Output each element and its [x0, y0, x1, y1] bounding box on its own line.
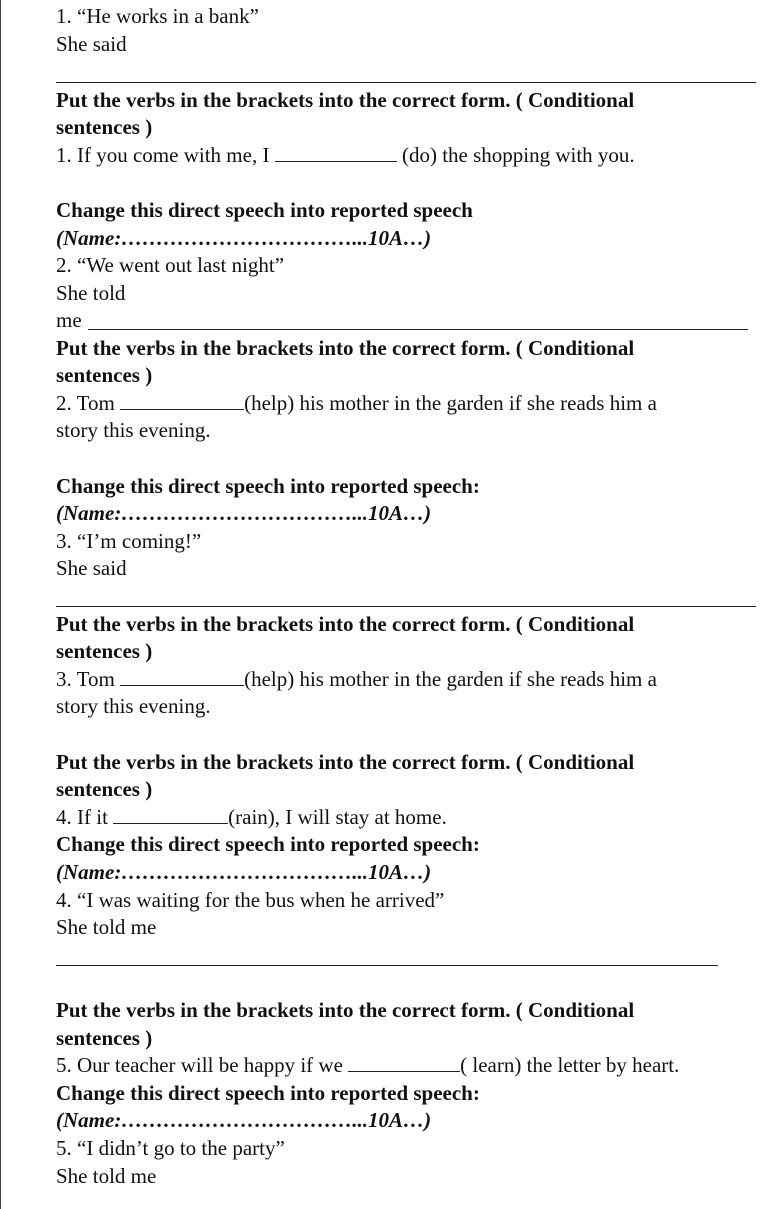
cond4-blank[interactable]: [113, 805, 228, 824]
cond-heading-3b: sentences ): [56, 639, 153, 663]
cond1-after: (do) the shopping with you.: [396, 143, 635, 167]
cond3-blank[interactable]: [120, 667, 244, 686]
item1-quote: 1. “He works in a bank”: [56, 4, 259, 28]
reported-heading-2: Change this direct speech into reported speech: [56, 198, 473, 222]
cond1-before: 1. If you come with me, I: [56, 143, 275, 167]
cond-sentence-3: [56, 666, 657, 693]
reported-heading-5: Change this direct speech into reported speech:: [56, 1081, 480, 1105]
cond5-before: 5. Our teacher will be happy if we: [56, 1053, 349, 1077]
item3-lead: She said: [56, 556, 127, 580]
cond2-blank[interactable]: [120, 391, 244, 410]
cond5-after: ( learn) the letter by heart.: [460, 1053, 680, 1077]
cond-heading-2b: sentences ): [56, 363, 153, 387]
name-line-2: (Name:……………………………...10A…): [56, 226, 432, 250]
cond-heading-3a: Put the verbs in the brackets into the correct form. ( Conditional: [56, 612, 635, 636]
cond-heading-5b: sentences ): [56, 1026, 153, 1050]
cond3-before: 3. Tom: [56, 667, 121, 691]
cond3-after: (help) his mother in the garden if she reads him a: [244, 667, 657, 691]
cond2-before: 2. Tom: [56, 391, 121, 415]
cond4-before: 4. If it: [56, 805, 114, 829]
cond-heading-2a: Put the verbs in the brackets into the correct form. ( Conditional: [56, 336, 635, 360]
item4-quote: 4. “I was waiting for the bus when he arrived”: [56, 888, 445, 912]
reported-heading-4: Change this direct speech into reported speech:: [56, 832, 480, 856]
name-line-5: (Name:……………………………...10A…): [56, 1108, 432, 1132]
item5-lead: She told me: [56, 1164, 157, 1188]
reported-heading-3: Change this direct speech into reported speech:: [56, 474, 480, 498]
cond4-after: (rain), I will stay at home.: [228, 805, 447, 829]
page-edge-line: [0, 0, 1, 1209]
answer-line-3[interactable]: [56, 606, 756, 607]
cond-heading-4a: Put the verbs in the brackets into the correct form. ( Conditional: [56, 750, 635, 774]
cond-sentence-2: [56, 390, 657, 417]
cond-heading-4b: sentences ): [56, 777, 153, 801]
answer-line-1[interactable]: [56, 82, 756, 83]
cond-sentence-3-cont: story this evening.: [56, 694, 211, 718]
answer-line-2[interactable]: [88, 329, 748, 330]
cond-heading-5a: Put the verbs in the brackets into the correct form. ( Conditional: [56, 998, 635, 1022]
cond-sentence-2-cont: story this evening.: [56, 418, 211, 442]
item3-quote: 3. “I’m coming!”: [56, 529, 202, 553]
name-line-4: (Name:……………………………...10A…): [56, 860, 432, 884]
name-line-3: (Name:……………………………...10A…): [56, 501, 432, 525]
cond-heading-1a: Put the verbs in the brackets into the correct form. ( Conditional: [56, 88, 635, 112]
cond5-blank[interactable]: [348, 1053, 460, 1072]
item5-quote: 5. “I didn’t go to the party”: [56, 1136, 285, 1160]
item2-lead: She told: [56, 281, 126, 305]
cond-sentence-4: [56, 804, 447, 831]
cond2-after: (help) his mother in the garden if she reads him a: [244, 391, 657, 415]
answer-line-4[interactable]: [56, 965, 718, 966]
item2-quote: 2. “We went out last night”: [56, 253, 285, 277]
item4-lead: She told me: [56, 915, 157, 939]
cond1-blank[interactable]: [275, 143, 397, 162]
item2-me: me: [56, 308, 82, 332]
cond-sentence-1: [56, 142, 635, 169]
item1-lead: She said: [56, 32, 127, 56]
cond-sentence-5: [56, 1052, 679, 1079]
cond-heading-1b: sentences ): [56, 115, 153, 139]
